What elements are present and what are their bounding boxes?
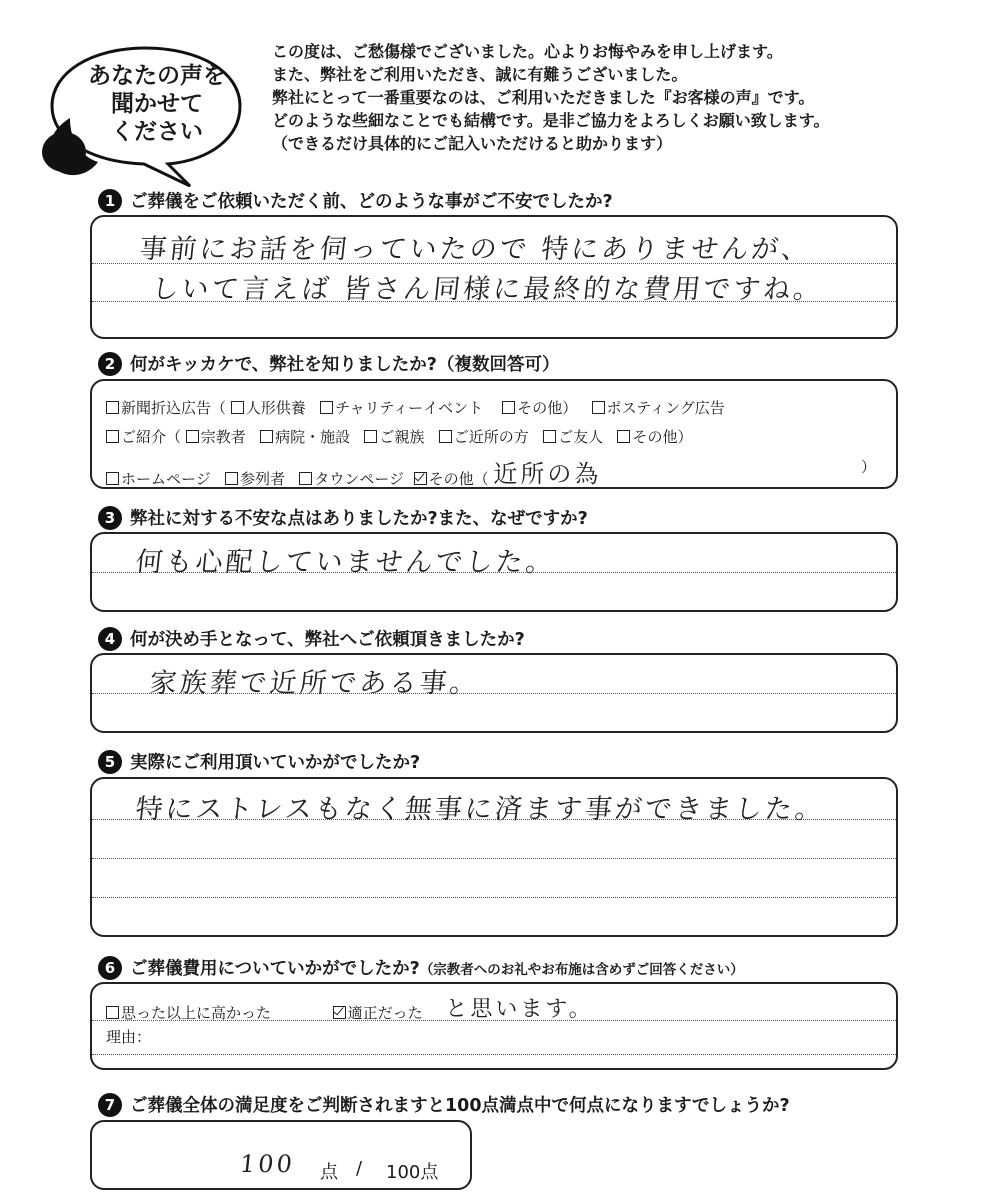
question-number: 2 — [98, 352, 122, 376]
checkbox[interactable] — [186, 430, 199, 443]
option-label: 病院・施設 — [275, 428, 351, 446]
checkbox[interactable] — [364, 430, 377, 443]
dotted-line — [92, 858, 896, 859]
option-row-2 — [106, 426, 692, 447]
answer-box-5[interactable] — [90, 777, 898, 937]
option-label: 人形供養 — [245, 399, 306, 417]
handwritten-answer: 事前にお話を伺っていたので 特にありませんが、 — [138, 234, 813, 265]
question-7 — [98, 1092, 790, 1117]
answer-box-3[interactable] — [90, 532, 898, 612]
question-number: 4 — [98, 627, 122, 651]
question-1 — [98, 188, 613, 213]
checkbox[interactable] — [439, 430, 452, 443]
handwritten-score: 100 — [238, 1150, 297, 1178]
answer-box-2 — [90, 379, 898, 489]
option-label: 思った以上に高かった — [121, 1004, 272, 1022]
option-label: 宗教者 — [200, 428, 246, 446]
answer-box-1[interactable] — [90, 215, 898, 339]
option-label: ご近所の方 — [453, 428, 529, 446]
handwritten-answer: と思います。 — [445, 997, 594, 1022]
dotted-line — [92, 897, 896, 898]
checkbox[interactable] — [617, 430, 630, 443]
handwritten-answer: しいて言えば 皆さん同様に最終的な費用ですね。 — [150, 274, 825, 305]
checkbox[interactable] — [502, 401, 515, 414]
bubble-line: あなたの声を — [88, 63, 226, 89]
checkbox[interactable] — [106, 430, 119, 443]
option-label: その他） — [517, 399, 578, 417]
checkbox[interactable] — [106, 1006, 119, 1019]
question-number: 3 — [98, 506, 122, 530]
question-5 — [98, 749, 420, 774]
intro-line: また、弊社をご利用いただき、誠に有難うございました。 — [272, 65, 688, 84]
checkbox[interactable] — [106, 472, 119, 485]
checkbox[interactable] — [106, 401, 119, 414]
question-subtext: （宗教者へのお礼やお布施は含めずご回答ください） — [419, 961, 744, 978]
intro-text — [272, 40, 972, 155]
score-max: 100点 — [386, 1162, 439, 1183]
question-2 — [98, 351, 559, 376]
option-label: タウンページ — [314, 470, 405, 488]
dotted-line — [92, 1054, 896, 1055]
option-label: ホームページ — [121, 470, 211, 488]
option-label: ポスティング広告 — [606, 399, 725, 417]
bubble-title — [72, 62, 242, 146]
option-row-3 — [106, 456, 876, 491]
answer-box-4[interactable] — [90, 653, 898, 733]
intro-line: （できるだけ具体的にご記入いただけると助かります） — [272, 134, 673, 153]
handwritten-answer: 近所の為 — [493, 460, 602, 488]
checkbox[interactable] — [231, 401, 244, 414]
option-label: チャリティーイベント — [335, 399, 484, 417]
handwritten-answer: 特にストレスもなく無事に済ます事ができました。 — [134, 794, 827, 825]
intro-line: この度は、ご愁傷様でございました。心よりお悔やみを申し上げます。 — [272, 42, 783, 61]
question-6 — [98, 955, 744, 980]
question-text: 実際にご利用頂いていかがでしたか? — [130, 753, 421, 773]
score-box[interactable] — [90, 1120, 472, 1190]
option-label: ご紹介（ — [121, 428, 182, 446]
intro-line: 弊社にとって一番重要なのは、ご利用いただきました『お客様の声』です。 — [272, 88, 815, 107]
option-row — [106, 994, 594, 1025]
question-text: 何が決め手となって、弊社へご依頼頂きましたか? — [130, 630, 525, 650]
checkbox-checked[interactable] — [414, 472, 427, 485]
handwritten-answer: 何も心配していませんでした。 — [134, 547, 558, 578]
question-text: 弊社に対する不安な点はありましたか?また、なぜですか? — [130, 509, 588, 529]
bubble-line: ください — [111, 119, 203, 145]
paren-close: ） — [860, 458, 876, 476]
question-text: ご葬儀をご依頼いただく前、どのような事がご不安でしたか? — [130, 192, 613, 212]
reason-label: 理由： — [106, 1028, 152, 1046]
checkbox[interactable] — [320, 401, 333, 414]
checkbox-checked[interactable] — [333, 1006, 346, 1019]
checkbox[interactable] — [592, 401, 605, 414]
intro-line: どのような些細なことでも結構です。是非ご協力をよろしくお願い致します。 — [272, 111, 830, 130]
score-unit: 点 — [320, 1162, 338, 1183]
bubble-line: 聞かせて — [111, 91, 203, 117]
question-number: 5 — [98, 750, 122, 774]
question-3 — [98, 505, 588, 530]
option-label: ご友人 — [558, 428, 604, 446]
checkbox[interactable] — [260, 430, 273, 443]
option-label: 参列者 — [240, 470, 286, 488]
question-text: ご葬儀全体の満足度をご判断されますと100点満点中で何点になりますでしょうか? — [130, 1096, 790, 1116]
question-text: 何がキッカケで、弊社を知りましたか?（複数回答可） — [130, 355, 560, 375]
option-row-1 — [106, 397, 725, 418]
option-label: ご親族 — [379, 428, 425, 446]
checkbox[interactable] — [299, 472, 312, 485]
score-slash: / — [356, 1158, 363, 1179]
option-label: その他（ — [428, 470, 489, 488]
option-label: その他） — [632, 428, 693, 446]
question-4 — [98, 626, 525, 651]
question-number: 1 — [98, 189, 122, 213]
answer-box-6 — [90, 982, 898, 1070]
checkbox[interactable] — [225, 472, 238, 485]
question-text: ご葬儀費用についていかがでしたか? — [130, 959, 420, 979]
option-label: 適正だった — [347, 1004, 423, 1022]
handwritten-answer: 家族葬で近所である事。 — [148, 668, 482, 699]
checkbox[interactable] — [543, 430, 556, 443]
question-number: 6 — [98, 956, 122, 980]
question-number: 7 — [98, 1093, 122, 1117]
option-label: 新聞折込広告（ — [121, 399, 227, 417]
